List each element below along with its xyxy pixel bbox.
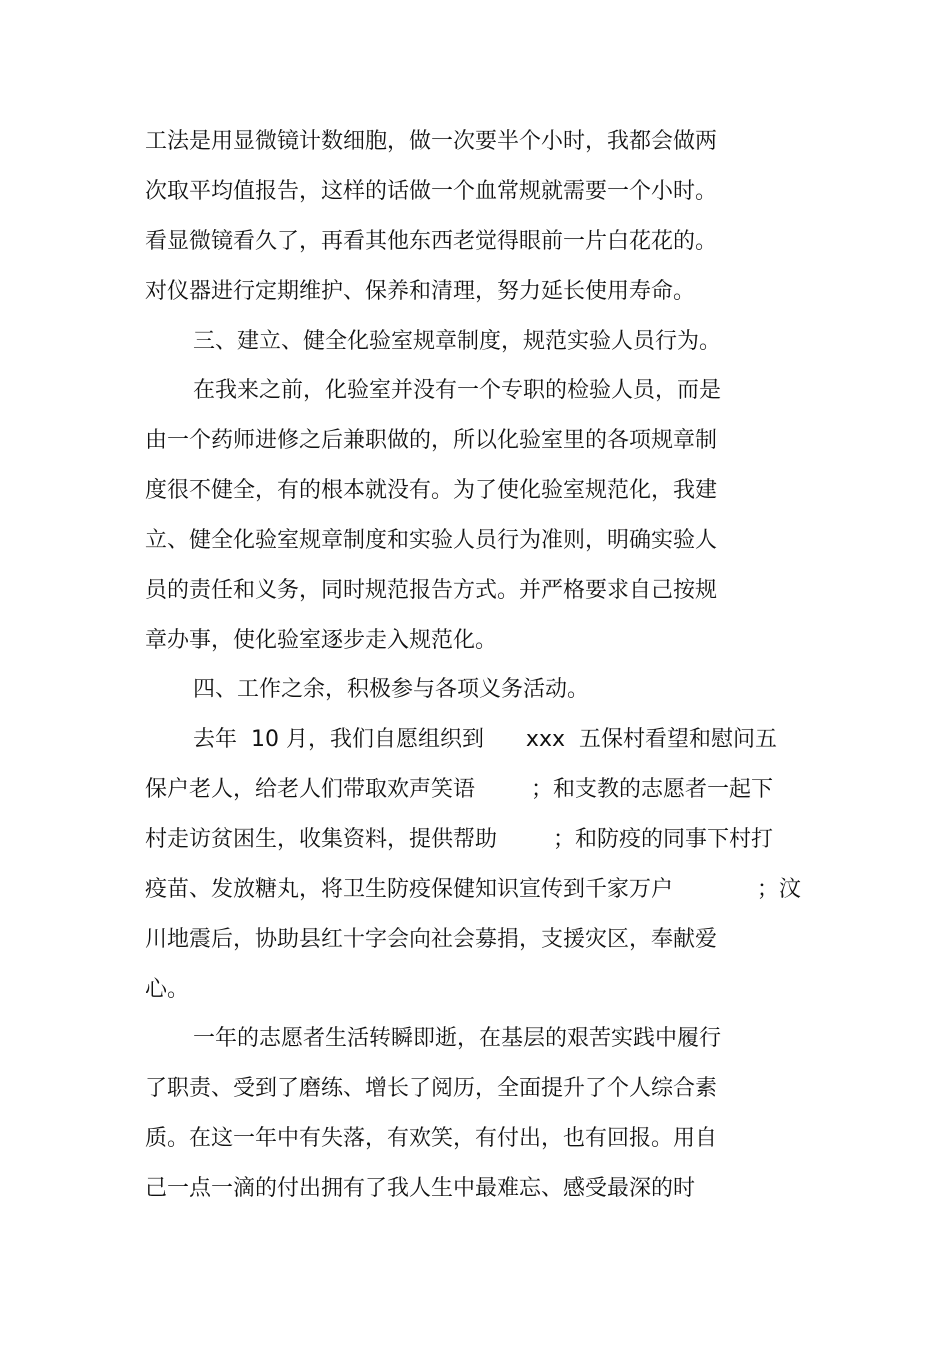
- text-line: 章办事，使化验室逐步走入规范化。: [145, 628, 498, 653]
- text-line: 保户老人，给老人们带取欢声笑语 ；和支教的志愿者一起下: [145, 777, 773, 802]
- text-line: 看显微镜看久了，再看其他东西老觉得眼前一片白花花的。: [145, 229, 718, 254]
- section-heading: 三、建立、健全化验室规章制度，规范实验人员行为。: [193, 329, 722, 354]
- text-line: 质。在这一年中有失落，有欢笑，有付出，也有回报。用自: [145, 1126, 718, 1151]
- text-line: 心。: [145, 977, 190, 1002]
- text-line: 对仪器进行定期维护、保养和清理，努力延长使用寿命。: [145, 279, 696, 304]
- text-line: 立、健全化验室规章制度和实验人员行为准则，明确实验人: [145, 528, 718, 553]
- text-line: 工法是用显微镜计数细胞，做一次要半个小时，我都会做两: [145, 129, 718, 154]
- text-line: 己一点一滴的付出拥有了我人生中最难忘、感受最深的时: [145, 1176, 696, 1201]
- text-line: 了职责、受到了磨练、增长了阅历，全面提升了个人综合素: [145, 1076, 718, 1101]
- text-line: 度很不健全，有的根本就没有。为了使化验室规范化，我建: [145, 478, 718, 503]
- text-line: 一年的志愿者生活转瞬即逝，在基层的艰苦实践中履行: [193, 1026, 722, 1051]
- text-line: 员的责任和义务，同时规范报告方式。并严格要求自己按规: [145, 578, 718, 603]
- text-line: 疫苗、发放糖丸，将卫生防疫保健知识宣传到千家万户 ；汶: [145, 877, 801, 902]
- text-line: 去年 10 月，我们自愿组织到 xxx 五保村看望和慰问五: [193, 727, 777, 752]
- text-line: 次取平均值报告，这样的话做一个血常规就需要一个小时。: [145, 179, 718, 204]
- text-line: 川地震后，协助县红十字会向社会募捐，支援灾区，奉献爱: [145, 927, 718, 952]
- text-line: 在我来之前，化验室并没有一个专职的检验人员，而是: [193, 378, 722, 403]
- text-line: 村走访贫困生，收集资料，提供帮助 ；和防疫的同事下村打: [145, 827, 773, 852]
- text-line: 由一个药师进修之后兼职做的，所以化验室里的各项规章制: [145, 428, 718, 453]
- section-heading: 四、工作之余，积极参与各项义务活动。: [193, 677, 590, 702]
